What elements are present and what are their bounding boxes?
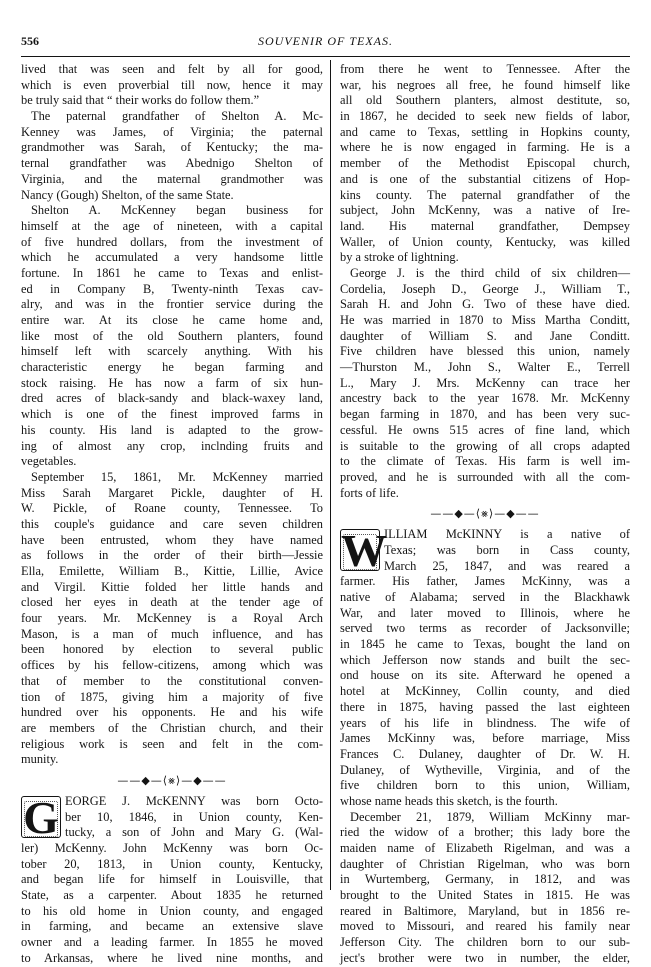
text-line: land. His maternal grandfather, Dempsey [340, 218, 630, 233]
text-line: forts of life. [340, 485, 399, 500]
text-line: four years. Mr. McKenney is a Royal Arch [21, 611, 323, 626]
text-line: He was married in 1870 to Miss Martha Conditt, [340, 313, 630, 327]
text-line: which he accumulated a very handsome little [21, 250, 323, 265]
text-line: W. Pickle, of Roane county, Tennessee. To [21, 501, 323, 516]
text-line: which Jefferson now stands and built the sec- [340, 652, 630, 667]
text-line: ond house on its site. Afterward he opened a [340, 668, 630, 683]
right-column [340, 62, 630, 967]
text-line: is suitable to the growing of all crops adapted [340, 438, 630, 453]
text-line: tucky, a son of John and Mary G. (Wal- [65, 825, 323, 840]
text-line: Waller, of Union county, Kentucky, was killed [340, 234, 630, 249]
text-line: from there he went to Tennessee. After the [340, 62, 630, 76]
text-line: served two terms as recorder of Jacksonville; [340, 621, 630, 636]
text-line: Frances C. Dulaney, daughter of Dr. W. H. [340, 746, 630, 761]
text-line: daughter of William S. and Jane Conditt. [340, 328, 630, 343]
text-line: like most of the old Southern planters, found [21, 328, 323, 343]
text-line: Ella, Emilette, William B., Kittie, Lillie, Avice [21, 564, 323, 578]
text-line: Dulaney, of Wytheville, Virginia, and of the [340, 762, 630, 777]
text-line: by a stroke of lightning. [340, 250, 459, 265]
text-line: Jefferson City. The children born to our sub- [340, 935, 630, 950]
text-line: to Arkansas, where he lived nine months, and [21, 950, 323, 965]
text-line: maiden name of Elizabeth Rigelman, and was a [340, 841, 630, 855]
section-ornament: ——◆—⟨⨳⟩—◆—— [117, 773, 227, 787]
text-line: brought to the United States in 1815. He was [340, 888, 630, 903]
text-line: and began life for himself in Louisville, that [21, 872, 323, 887]
header-rule [21, 56, 630, 57]
text-line: himself at the age of nineteen, with a capital [21, 218, 323, 233]
text-line: and is one of the substantial citizens of Hop- [340, 171, 630, 186]
text-line: member of the Methodist Episcopal church, [340, 156, 630, 171]
text-line: be truly said that “ their works do follow them.” [21, 93, 260, 108]
drop-cap-g [21, 791, 61, 843]
text-line: James McKinny was, before marriage, Miss [340, 731, 630, 746]
text-line: closed her eyes in death at the tender age of [21, 595, 323, 610]
text-line: that of member to the constitutional conven- [21, 673, 323, 688]
drop-cap-letter: G [23, 791, 59, 843]
text-line: where he is now engaged in farming. He is a [340, 140, 630, 155]
text-line: which is even proverbial till now, hence it may [21, 77, 323, 92]
text-line: his county. His land is adapted to the grow- [21, 422, 323, 437]
william-mckinny-sketch [340, 527, 630, 966]
text-line: in 1845 he came to Texas, bought the land on [340, 637, 630, 652]
william-mckinny-text [340, 574, 630, 966]
text-line: in Wurtemberg, Germany, in 1812, and was [340, 872, 630, 887]
text-line: entire war. At its close he came home and, [21, 313, 323, 327]
text-line: Nancy (Gough) Shelton, of the same State. [21, 187, 234, 202]
text-line: are members of the Christian church, and their [21, 720, 323, 735]
text-line: ler) McKenny. John McKenny was born Oc- [21, 841, 323, 855]
george-mckenny-continued-text [340, 62, 630, 501]
text-line: years of his life in blindness. The wife of [340, 715, 630, 730]
text-line: ber 10, 1846, in Union county, Ken- [65, 809, 323, 824]
text-line: kins county. The paternal grandfather of the [340, 187, 630, 202]
text-line: have been entrusted, whom they have named [21, 532, 323, 547]
text-line: daughter of Christian Rigelman, who was born [340, 856, 630, 871]
text-line: hundred over his opponents. He and his wife [21, 705, 323, 720]
text-line: himself left with scarcely anything. With his [21, 344, 323, 359]
text-line: and came to Texas, settling in Hopkins county, [340, 124, 630, 139]
text-line: subject, John McKenny, was a native of Ire- [340, 203, 630, 218]
shelton-mckenney-text [21, 62, 323, 768]
text-line: hotel at McKinney, Collin county, and died [340, 684, 630, 699]
text-line: George J. is the third child of six children— [350, 265, 630, 280]
text-line: fortune. In 1861 he came to Texas and enlist- [21, 265, 323, 280]
text-line: vegetables. [21, 454, 77, 469]
text-line: this couple's guidance and care seven children [21, 516, 323, 531]
text-line: owner and a leading farmer. In 1855 he moved [21, 935, 323, 950]
text-line: dred acres of black-sandy and black-waxey land, [21, 391, 323, 406]
text-line: Virginia, and the maternal grandmother was [21, 171, 323, 186]
text-line: —Thurston M., John S., Walter E., Terrell [340, 360, 630, 375]
drop-cap-w [340, 525, 387, 577]
text-line: ried the widow of a brother; this lady bore the [340, 825, 630, 840]
text-line: Sarah H. and John G. Two of these have died. [340, 297, 630, 312]
column-divider [330, 60, 331, 890]
text-line: ternal grandfather was Abednigo Shelton of [21, 156, 323, 171]
text-line: Mason, is a man of much influence, and has [21, 626, 323, 641]
text-line: of five hundred dollars, from the investment of [21, 234, 323, 249]
text-line: ing of almost any crop, inclnding fruits and [21, 438, 323, 453]
text-line: cessful. He owns 515 acres of fine land, which [340, 422, 630, 437]
text-line: in 1867, he decided to seek new fields of labor, [340, 109, 630, 124]
text-line: native of Alabama; served in the Blackhawk [340, 590, 630, 604]
text-line: December 21, 1879, William McKinny mar- [350, 809, 630, 824]
text-line: in farming, and became an extensive slave [21, 919, 323, 934]
text-line: religious work is seen and felt in the com- [21, 736, 323, 751]
text-line: Five children have blessed this union, namely [340, 344, 630, 359]
text-line: EORGE J. McKENNY was born Octo- [65, 793, 323, 808]
text-line: as follows in the order of their birth—Jessie [21, 548, 323, 563]
page-number: 556 [21, 34, 39, 48]
george-mckenny-text [21, 841, 323, 967]
text-line: War, and later moved to Illinois, where he [340, 605, 630, 620]
text-line: ancestry back to the year 1678. Mr. McKenny [340, 391, 630, 406]
text-line: to the climate of Texas. His farm is well im- [340, 454, 630, 469]
text-line: farmer. His father, James McKinny, was a [340, 574, 630, 589]
text-line: there in 1875, having passed the last eighteen [340, 699, 630, 714]
text-line: five children born to this union, William, [340, 778, 630, 793]
text-line: The paternal grandfather of Shelton A. Mc- [31, 109, 323, 124]
george-mckenny-sketch [21, 791, 323, 967]
text-line: whose name heads this sketch, is the fourth. [340, 793, 558, 808]
text-line: L., Mary J. Mrs. McKenny can trace her [340, 375, 630, 390]
text-line: reared in Baltimore, Maryland, but in 1856 re- [340, 903, 630, 918]
text-line: war, his negroes all free, he found himself like [340, 77, 630, 92]
text-line: September 15, 1861, Mr. McKenney married [31, 469, 323, 484]
text-line: tion of 1875, giving him a majority of five [21, 689, 323, 704]
left-column [21, 62, 323, 967]
text-line: which is one of the finest improved farms in [21, 407, 323, 422]
text-line: Texas; was born in Cass county, [384, 542, 630, 557]
text-line: Shelton A. McKenney began business for [31, 203, 323, 218]
text-line: munity. [21, 752, 59, 767]
section-ornament: ——◆—⟨⨳⟩—◆—— [430, 507, 540, 521]
text-line: alry, and was in the frontier service during the [21, 297, 323, 312]
text-line: offices by his fellow-citizens, among which was [21, 658, 323, 673]
text-line: Kenney was James, of Virginia; the paternal [21, 124, 323, 139]
text-line: to his old home in Union county, and engaged [21, 903, 323, 918]
text-line: began farming in 1870, and has been very suc- [340, 407, 630, 422]
text-line: ILLIAM McKINNY is a native of [384, 527, 630, 542]
text-line: March 25, 1847, and was reared a [384, 558, 630, 573]
text-line: characteristic energy he began farming and [21, 360, 323, 375]
text-line: been honored by election to several public [21, 642, 323, 657]
text-line: Miss Sarah Margaret Pickle, daughter of H. [21, 485, 323, 500]
text-line: and Virgil. Kittie folded her little hands and [21, 579, 323, 594]
text-line: Cordelia, Joseph D., George J., William T., [340, 281, 630, 296]
text-line: stock raising. He has now a farm of six hun- [21, 375, 323, 390]
running-title: SOUVENIR OF TEXAS. [258, 34, 393, 48]
text-line: ed in Company B, Twenty-ninth Texas cav- [21, 281, 323, 296]
text-line: proved, and he is surrounded with all the com- [340, 469, 630, 484]
text-line: ject's brother were two in number, the elder, [340, 950, 630, 965]
text-line: all old Southern planters, almost destitute, so, [340, 93, 630, 108]
text-line: grandmother was Sarah, of Kentucky; the ma- [21, 140, 323, 155]
text-line: State, as a carpenter. About 1835 he returned [21, 888, 323, 903]
text-line: moved to Missouri, and reared his family near [340, 919, 630, 934]
george-mckenny-opening [21, 791, 323, 843]
text-line: tober 20, 1813, in Union county, Kentucky, [21, 856, 323, 871]
page-header [21, 34, 630, 50]
text-line: lived that was seen and felt by all for good, [21, 62, 323, 76]
drop-cap-letter: W [341, 525, 387, 577]
